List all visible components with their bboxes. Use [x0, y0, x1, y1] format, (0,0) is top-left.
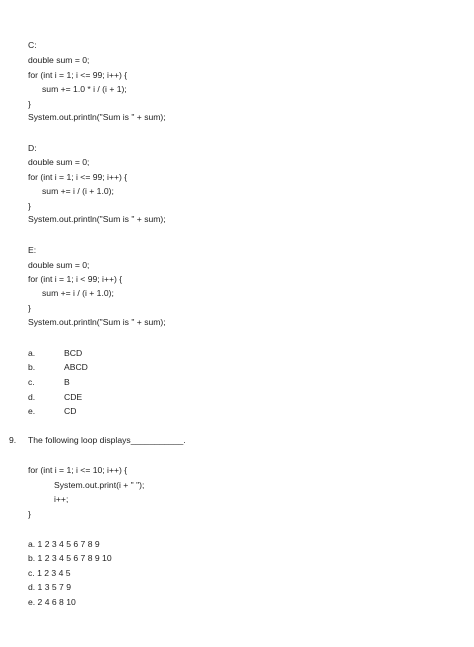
q9-choice: d. 1 3 5 7 9: [28, 582, 72, 592]
section-d-line: sum += i / (i + 1.0);: [42, 186, 114, 196]
q9-code-line: }: [28, 509, 31, 519]
section-e-line: double sum = 0;: [28, 260, 90, 270]
q9-choice: a. 1 2 3 4 5 6 7 8 9: [28, 539, 100, 549]
section-c-line: sum += 1.0 * i / (i + 1);: [42, 84, 127, 94]
q9-code-line: for (int i = 1; i <= 10; i++) {: [28, 465, 128, 475]
section-c-line: System.out.println("Sum is " + sum);: [28, 112, 166, 122]
q8-choice-text: CD: [64, 406, 77, 416]
q9-choice: c. 1 2 3 4 5: [28, 568, 71, 578]
section-e-line: sum += i / (i + 1.0);: [42, 288, 114, 298]
q9-choice: e. 2 4 6 8 10: [28, 597, 76, 607]
q8-choice-text: BCD: [64, 348, 83, 358]
q8-choice-letter: d.: [28, 392, 36, 402]
section-e-label: E:: [28, 245, 37, 255]
section-d-label: D:: [28, 143, 37, 153]
q9-choice: b. 1 2 3 4 5 6 7 8 9 10: [28, 553, 112, 563]
section-d-line: System.out.println("Sum is " + sum);: [28, 214, 166, 224]
q8-choice-letter: c.: [28, 377, 35, 387]
q9-code-line: System.out.print(i + " ");: [54, 480, 145, 490]
q8-choice-letter: e.: [28, 406, 36, 416]
section-c-line: for (int i = 1; i <= 99; i++) {: [28, 70, 128, 80]
q9-prompt: The following loop displays___________.: [28, 435, 186, 445]
q8-choice-text: CDE: [64, 392, 83, 402]
section-c-line: }: [28, 99, 31, 109]
section-e-line: for (int i = 1; i < 99; i++) {: [28, 274, 123, 284]
section-e-line: System.out.println("Sum is " + sum);: [28, 317, 166, 327]
q8-choice-letter: b.: [28, 362, 36, 372]
section-d-line: double sum = 0;: [28, 157, 90, 167]
q9-code-line: i++;: [54, 494, 69, 504]
section-c-label: C:: [28, 40, 37, 50]
section-d-line: }: [28, 201, 31, 211]
q8-choice-text: B: [64, 377, 70, 387]
section-d-line: for (int i = 1; i <= 99; i++) {: [28, 172, 128, 182]
q8-choice-text: ABCD: [64, 362, 88, 372]
section-e-line: }: [28, 303, 31, 313]
q8-choice-letter: a.: [28, 348, 36, 358]
section-c-line: double sum = 0;: [28, 55, 90, 65]
q9-number: 9.: [9, 435, 17, 445]
